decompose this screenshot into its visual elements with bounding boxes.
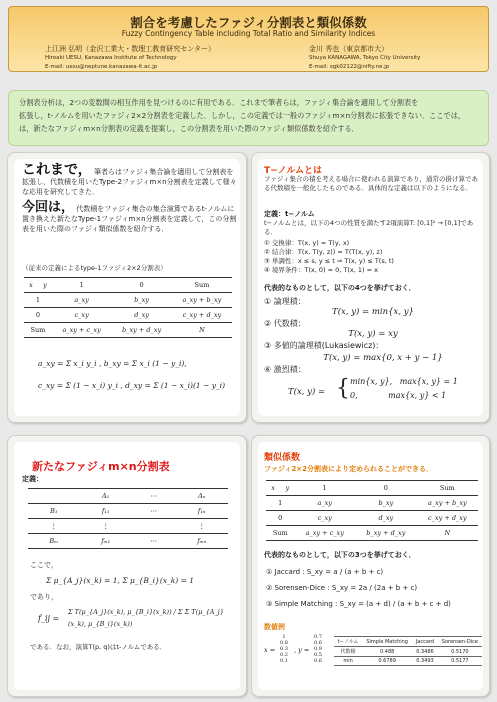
table-cell: fₘₙ <box>176 534 229 549</box>
x-vector <box>278 634 290 664</box>
intro-line-3: は，新たなファジィm×n分割表の定義を提案し，この分割表を用いた際のファジィ類似係数を紹介する． <box>19 124 359 133</box>
table-cell: 0.488 <box>362 647 412 657</box>
table-cell: a_xy <box>294 496 355 511</box>
table-head-cell: y <box>280 481 294 496</box>
panel-background-content <box>14 159 240 416</box>
lead-text: 筆者らはファジィ集合論を適用して分割表を拡張し，代数積を用いたType-2ファジィm×n分割表を定義して様々な応用を研究してきた． <box>22 168 237 196</box>
table-header-row <box>28 489 228 504</box>
author-1 <box>45 45 215 72</box>
table-cell: min <box>334 657 362 666</box>
tnorm-def-title: 定義：t−ノルム <box>264 210 315 218</box>
table-cell: 0.5170 <box>438 647 482 657</box>
table-head-cell: A₁ <box>80 489 132 504</box>
table-cell: N <box>172 323 232 338</box>
table-cell: Bₘ <box>28 534 80 549</box>
tnorm-def-text: t−ノルムとは，以下の4つの性質を満たす2項演算T: [0,1]² → [0,1]である． <box>264 219 474 236</box>
table-cell: a_xy + c_xy <box>52 323 111 338</box>
author-1-name: 上江洲 弘明（金沢工業大・数理工教育研究センター） <box>45 45 215 53</box>
fuzzy-mxn-table <box>28 488 228 549</box>
deari-text: であり， <box>30 593 58 601</box>
table-row <box>28 534 228 549</box>
y-value: 0.5 <box>314 652 322 658</box>
table-header-row <box>266 481 478 496</box>
table-head-cell: Sorensen-Dice <box>438 637 482 647</box>
table-cell: 0 <box>266 511 294 526</box>
koko-text: ここで， <box>30 561 58 569</box>
similarity-subtext: ファジィ2×2分割表により定められることができる． <box>264 465 434 473</box>
tnorm-heading: T−ノルムとは <box>264 166 322 176</box>
x-value: 0.2 <box>280 652 288 658</box>
simple-matching-formula: ③ Simple Matching : S_xy = (a + d) / (a + b + c + d) <box>266 600 451 608</box>
table-cell: N <box>417 526 478 541</box>
table-cell: b_xy <box>355 496 417 511</box>
example-2-eq: T(x, y) = xy <box>348 329 398 339</box>
example-1-label: ① 論理積： <box>264 297 306 306</box>
table-head-cell: x <box>24 278 38 293</box>
table-head-cell: 1 <box>294 481 355 496</box>
lead-emphasis: これまで， <box>22 162 92 178</box>
table-head-cell: y <box>38 278 52 293</box>
table-head-cell: Sum <box>172 278 232 293</box>
table-header-row <box>24 278 232 293</box>
table-row <box>334 647 482 657</box>
now-text: 代数積をファジィ集合の集合演算であるt-ノルムに置き換えた新たなType-1ファジィm×n分割表を定義して，この分割表を用いた際のファジィ類似係数を紹介する． <box>22 205 237 233</box>
table-cell: 0.6789 <box>362 657 412 666</box>
tnorm-note: である．なお，演算T(p, q)はt-ノルムである． <box>30 643 167 651</box>
numeric-example-label: 数値例 <box>264 623 285 631</box>
x-value: 0.8 <box>280 640 288 646</box>
table-cell: a_xy <box>52 293 111 308</box>
intro-line-1: 分割表分析は，2つの変数間の相互作用を見つけるのに有用である．これまで筆者らは，ファジィ集合論を適用して分割表を <box>19 98 419 107</box>
table-head-cell: Simple Matching <box>362 637 412 647</box>
jaccard-formula: ① Jaccard : S_xy = a / (a + b + c) <box>266 568 384 576</box>
conventional-2x2-table <box>24 277 232 338</box>
poster-header <box>8 6 489 72</box>
sorensen-dice-formula: ② Sorensen-Dice : S_xy = 2a / (2a + b + c) <box>266 584 418 592</box>
panel-similarity <box>251 435 490 697</box>
table-row <box>28 504 228 519</box>
author-2-name: 金川 秀也（東京都市大） <box>309 45 389 53</box>
y-vector <box>312 634 324 664</box>
table-head-cell: ⋯ <box>132 489 176 504</box>
similarity-list <box>266 564 451 612</box>
table-cell: fₘ₁ <box>80 534 132 549</box>
brace-icon: { <box>336 376 350 401</box>
table-cell: 0.3493 <box>412 657 437 666</box>
y-value: 0.6 <box>314 640 322 646</box>
new-table-heading: 新たなファジィm×n分割表 <box>32 460 170 473</box>
table-cell: 1 <box>266 496 294 511</box>
table-cell: B₁ <box>28 504 80 519</box>
author-2-en: Shuya KANAGAWA, Tokyo City University <box>309 55 421 61</box>
table-cell: ⋮ <box>80 519 132 534</box>
intro-line-2: 拡張し，t-ノルムを用いたファジィ2×2分割表を定義した．しかし，この定義では一般のファジィm×n分割表に拡張できない．ここでは， <box>19 111 466 120</box>
author-2-email: E-mail: sgk02122@nifty.ne.jp <box>309 64 390 70</box>
example-1-eq: T(x, y) = min{x, y} <box>332 307 414 317</box>
y-vector-label: , y = <box>294 646 310 654</box>
table-head-cell: x <box>266 481 280 496</box>
y-value: 0.6 <box>314 658 322 664</box>
example-4-lhs: T(x, y) = <box>288 387 326 397</box>
author-1-en: Hiroaki UESU, Kanazawa Institute of Technology <box>45 55 177 61</box>
table-cell: c_xy + d_xy <box>417 511 478 526</box>
author-1-email: E-mail: uesu@neptune.kanazawa-it.ac.jp <box>45 64 158 70</box>
property-associative: ② 結合律：T(x, T(y, z)) = T(T(x, y), z) <box>264 248 383 256</box>
property-monotonic: ③ 単調性：x ≤ s, y ≤ t ⇒ T(x, y) ≤ T(s, t) <box>264 257 394 265</box>
table-cell: a_xy + c_xy <box>294 526 355 541</box>
example-3-eq: T(x, y) = max{0, x + y − 1} <box>323 353 443 363</box>
current-work <box>22 200 238 234</box>
y-value: 0.7 <box>314 634 322 640</box>
table-row <box>24 293 232 308</box>
table-cell: 0 <box>24 308 52 323</box>
table-cell: 0.5177 <box>438 657 482 666</box>
table-head-cell: Aₙ <box>176 489 229 504</box>
table-cell <box>132 519 176 534</box>
panel-new-table <box>7 435 247 697</box>
poster-title: 割合を考慮したファジィ分割表と類似係数 <box>130 15 367 30</box>
table-header-row <box>334 637 482 647</box>
membership-sum-eq: Σ μ_{A_j}(x_k) = 1, Σ μ_{B_i}(x_k) = 1 <box>46 576 195 585</box>
table-row <box>334 657 482 666</box>
tnorm-properties <box>264 239 394 275</box>
table-cell: b_xy + d_xy <box>111 323 172 338</box>
table-row <box>266 511 478 526</box>
table-cell: a_xy + b_xy <box>172 293 232 308</box>
table-head-cell: 0 <box>355 481 417 496</box>
y-value: 0.9 <box>314 646 322 652</box>
panel-tnorm <box>251 152 490 423</box>
table-row <box>24 323 232 338</box>
table-cell: d_xy <box>355 511 417 526</box>
table-cell: b_xy + d_xy <box>355 526 417 541</box>
similarity-heading: 類似係数 <box>264 453 301 463</box>
intro-box <box>8 90 489 146</box>
x-value: 1 <box>282 634 286 640</box>
table-row <box>24 308 232 323</box>
property-commutative: ① 交換律：T(x, y) = T(y, x) <box>264 239 350 247</box>
background-lead <box>22 162 238 197</box>
example-4-label: ④ 激烈積： <box>264 365 306 374</box>
examples-lead: 代表的なものとして，以下の4つを挙げておく． <box>264 284 416 292</box>
table-cell: c_xy + d_xy <box>172 308 232 323</box>
table-cell: 0.3486 <box>412 647 437 657</box>
table-cell: a_xy + b_xy <box>417 496 478 511</box>
table-head-cell: t−ノルム <box>334 637 362 647</box>
table-cell: d_xy <box>111 308 172 323</box>
table-cell: f₁₁ <box>80 504 132 519</box>
panel-background <box>7 152 247 423</box>
table-cell: ⋯ <box>132 504 176 519</box>
now-emphasis: 今回は， <box>22 200 75 215</box>
x-value: 0.3 <box>280 646 288 652</box>
table-head-cell: Sum <box>417 481 478 496</box>
table-cell: ⋮ <box>28 519 80 534</box>
fij-rhs: Σ T(μ_{A_j}(x_k), μ_{B_i}(x_k)) / Σ Σ T(μ_{A_j}(x_k), μ_{B_i}(x_k)) <box>68 608 224 628</box>
table-cell: c_xy <box>294 511 355 526</box>
numeric-example-table <box>334 636 482 666</box>
table-cell: c_xy <box>52 308 111 323</box>
table-head-cell: 1 <box>52 278 111 293</box>
fij-lhs: f_ij = <box>38 614 60 623</box>
formula-c-d: c_xy = Σ (1 − x_i) y_i , d_xy = Σ (1 − x_i)(1 − y_i) <box>38 381 226 390</box>
definition-label: 定義： <box>22 475 43 483</box>
formula-a-b: a_xy = Σ x_i y_i , b_xy = Σ x_i (1 − y_i), <box>38 359 187 368</box>
table-row <box>28 519 228 534</box>
similarity-sub <box>264 464 433 474</box>
table-head-cell: Jaccard <box>412 637 437 647</box>
table-row <box>266 526 478 541</box>
table-cell: 1 <box>24 293 52 308</box>
table-cell: ⋯ <box>132 534 176 549</box>
tnorm-description: ファジィ集合の積を考える場合に使われる演算であり，通常の掛け算である代数積を一般化したものである．具体的な定義は以下のようになる． <box>264 175 478 192</box>
x-vector-label: x = <box>264 646 276 654</box>
similarity-lead: 代表的なものとして，以下の3つを挙げておく． <box>264 551 416 559</box>
table-cell: Sum <box>24 323 52 338</box>
table-head-cell: 0 <box>111 278 172 293</box>
poster-subtitle: Fuzzy Contingency Table including Total Ratio and Similarity Indices <box>121 29 376 38</box>
table-cell: f₁ₙ <box>176 504 229 519</box>
table-head-cell <box>28 489 80 504</box>
similarity-2x2-table <box>266 480 478 541</box>
panel-new-table-content <box>14 442 240 690</box>
table-caption: （従来の定義によるtype-1ファジィ2×2分割表） <box>22 264 167 272</box>
panel-tnorm-content <box>258 159 483 416</box>
table-cell: b_xy <box>111 293 172 308</box>
table-cell: 代数積 <box>334 647 362 657</box>
table-row <box>266 496 478 511</box>
example-4-case-2: 0, max{x, y} < 1 <box>350 391 447 400</box>
panel-similarity-content <box>258 442 483 690</box>
x-value: 0.1 <box>280 658 288 664</box>
author-2 <box>309 45 420 72</box>
table-cell: Sum <box>266 526 294 541</box>
example-4-case-1: min{x, y}, max{x, y} = 1 <box>350 377 458 386</box>
table-cell: ⋮ <box>176 519 229 534</box>
property-boundary: ④ 境界条件：T(x, 0) = 0, T(x, 1) = x <box>264 266 378 274</box>
example-2-label: ② 代数積： <box>264 319 306 328</box>
example-3-label: ③ 多値的論理積(Lukasiewicz)： <box>264 341 384 350</box>
